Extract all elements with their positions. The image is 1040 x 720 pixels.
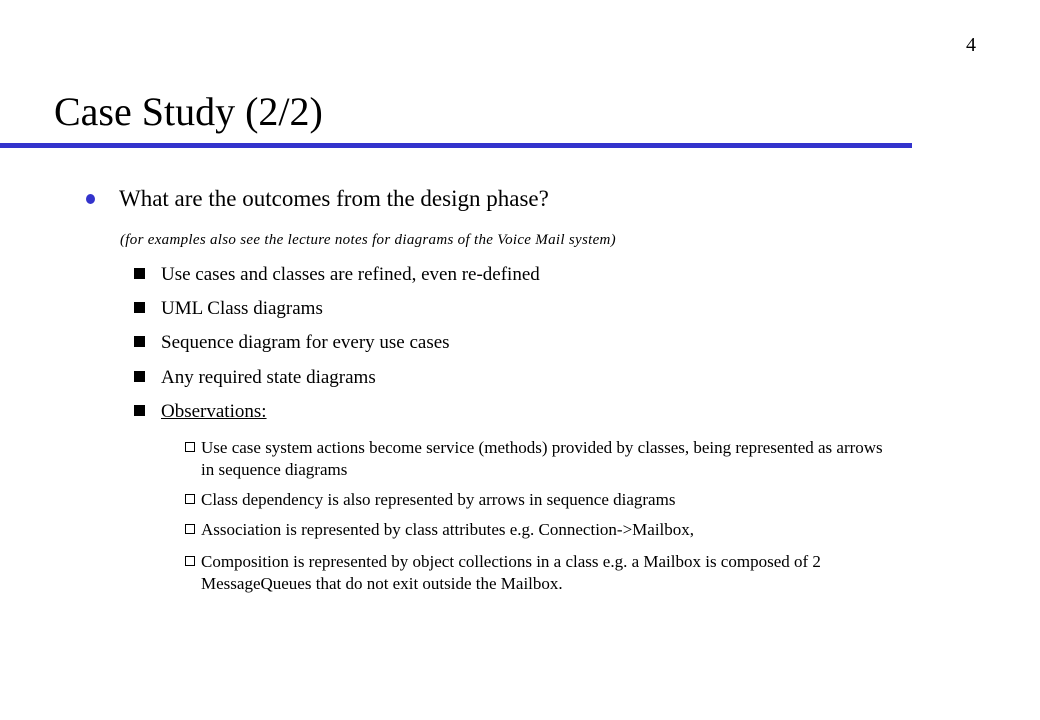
observation-item: [185, 551, 885, 595]
observations-heading: Observations:: [161, 401, 267, 422]
observation-text: Class dependency is also represented by arrows in sequence diagrams: [201, 490, 676, 509]
outcome-text: Any required state diagrams: [161, 367, 376, 388]
hollow-square-bullet-icon: [185, 442, 195, 452]
slide-title: Case Study (2/2): [54, 89, 323, 134]
square-bullet-icon: [134, 268, 145, 279]
outcome-item: [134, 264, 540, 286]
square-bullet-icon: [134, 302, 145, 313]
outcome-item: [134, 332, 450, 354]
outcome-text: Sequence diagram for every use cases: [161, 332, 450, 353]
outcome-item: [134, 298, 323, 320]
observation-item: [185, 437, 885, 481]
square-bullet-icon: [134, 371, 145, 382]
hollow-square-bullet-icon: [185, 556, 195, 566]
observation-text: Composition is represented by object collections in a class e.g. a Mailbox is composed of 2 MessageQueues that do not exit outside the Mailbox.: [201, 552, 821, 593]
outcome-item: [134, 401, 267, 423]
main-bullet-text: What are the outcomes from the design phase?: [119, 186, 549, 211]
square-bullet-icon: [134, 336, 145, 347]
examples-note: (for examples also see the lecture notes for diagrams of the Voice Mail system): [120, 232, 616, 248]
hollow-square-bullet-icon: [185, 524, 195, 534]
observation-item: [185, 489, 885, 511]
hollow-square-bullet-icon: [185, 494, 195, 504]
outcome-text: Use cases and classes are refined, even re-defined: [161, 264, 540, 285]
outcome-text: UML Class diagrams: [161, 298, 323, 319]
observation-text: Association is represented by class attributes e.g. Connection->Mailbox,: [201, 520, 695, 539]
square-bullet-icon: [134, 405, 145, 416]
page-number: 4: [966, 34, 976, 56]
bullet-dot-icon: [86, 194, 95, 204]
observation-item: [185, 519, 885, 541]
outcome-item: [134, 367, 376, 389]
title-divider: [0, 143, 912, 148]
main-bullet: [86, 186, 549, 212]
observation-text: Use case system actions become service (methods) provided by classes, being represented as arrows in sequence diagrams: [201, 438, 883, 479]
